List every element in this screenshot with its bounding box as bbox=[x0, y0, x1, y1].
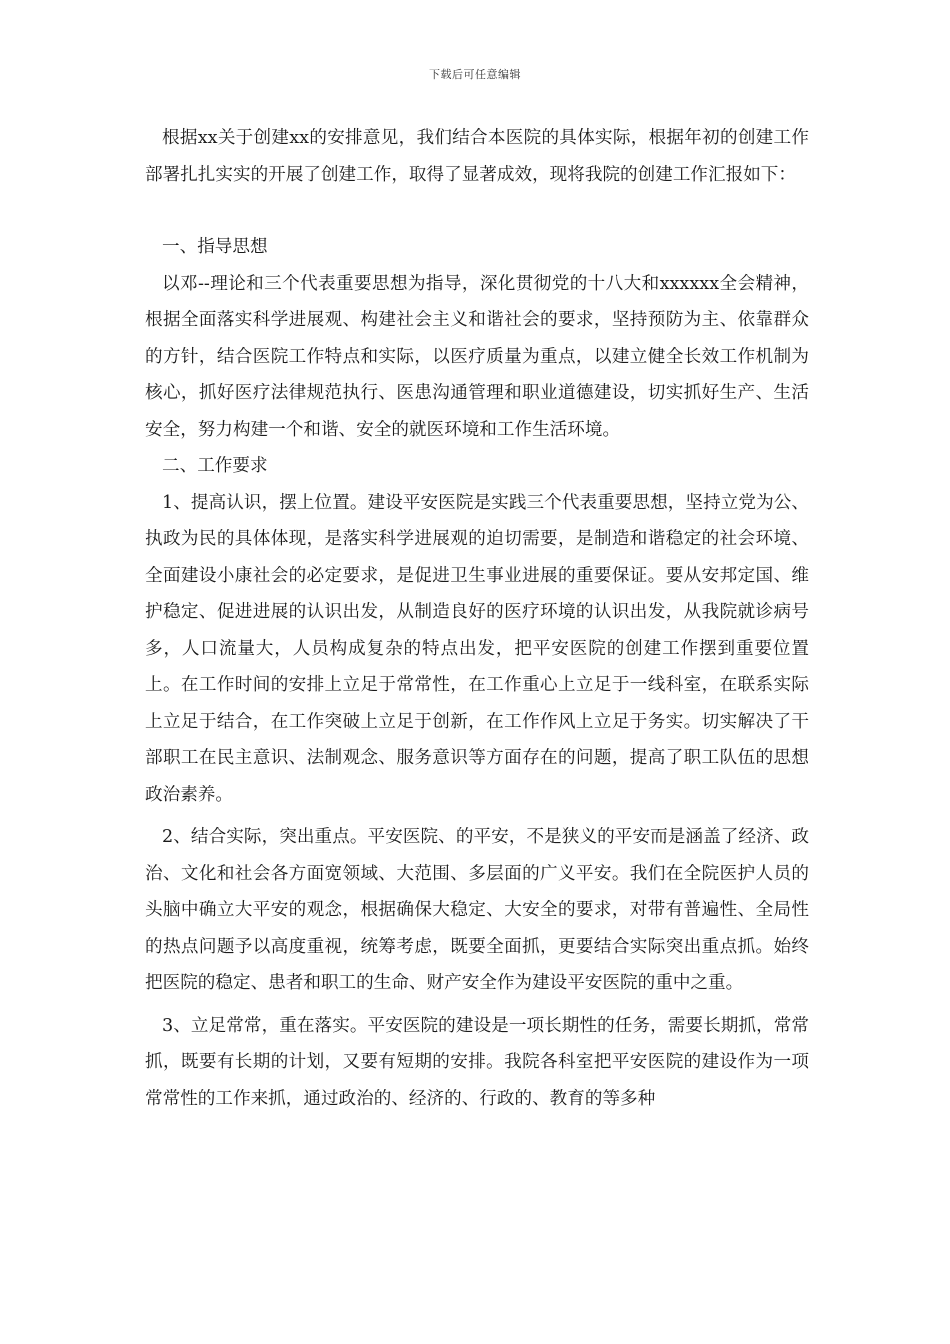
document-body bbox=[145, 120, 809, 1117]
guiding-ideology-paragraph: 以邓--理论和三个代表重要思想为指导，深化贯彻党的十八大和xxxxxx全会精神，根据全面落实科学进展观、构建社会主义和谐社会的要求，坚持预防为主、依靠群众的方针，结合医院工作特点和实际，以医疗质量为重点，以建立健全长效工作机制为核心，抓好医疗法律规范执行、医患沟通管理和职业道德建设，切实抓好生产、生活安全，努力构建一个和谐、安全的就医环境和工作生活环境。 bbox=[145, 273, 809, 440]
page-header-note: 下载后可任意编辑 bbox=[429, 68, 521, 81]
intro-paragraph: 根据xx关于创建xx的安排意见，我们结合本医院的具体实际，根据年初的创建工作部署扎扎实实的开展了创建工作，取得了显著成效，现将我院的创建工作汇报如下： bbox=[145, 128, 809, 185]
spacer bbox=[145, 193, 809, 229]
requirement-item-3: 3、立足常常，重在落实。平安医院的建设是一项长期性的任务，需要长期抓，常常抓，既要有长期的计划，又要有短期的安排。我院各科室把平安医院的建设作为一项常常性的工作来抓，通过政治的、经济的、行政的、教育的等多种 bbox=[145, 1015, 809, 1109]
section-heading-work-requirements: 二、工作要求 bbox=[162, 456, 268, 476]
section-heading-guiding-ideology: 一、指导思想 bbox=[162, 237, 268, 257]
requirement-item-1: 1、提高认识，摆上位置。建设平安医院是实践三个代表重要思想，坚持立党为公、执政为民的具体体现，是落实科学进展观的迫切需要，是制造和谐稳定的社会环境、全面建设小康社会的必定要求，是促进卫生事业进展的重要保证。要从安邦定国、维护稳定、促进进展的认识出发，从制造良好的医疗环境的认识出发，从我院就诊病号多，人口流量大，人员构成复杂的特点出发，把平安医院的创建工作摆到重要位置上。在工作时间的安排上立足于常常性，在工作重心上立足于一线科室，在联系实际上立足于结合，在工作突破上立足于创新，在工作作风上立足于务实。切实解决了干部职工在民主意识、法制观念、服务意识等方面存在的问题，提高了职工队伍的思想政治素养。 bbox=[145, 492, 809, 805]
requirement-item-2: 2、结合实际，突出重点。平安医院、的平安，不是狭义的平安而是涵盖了经济、政治、文化和社会各方面宽领域、大范围、多层面的广义平安。我们在全院医护人员的头脑中确立大平安的观念，根据确保大稳定、大安全的要求，对带有普遍性、全局性的热点问题予以高度重视，统筹考虑，既要全面抓，更要结合实际突出重点抓。始终把医院的稳定、患者和职工的生命、财产安全作为建设平安医院的重中之重。 bbox=[145, 827, 809, 993]
